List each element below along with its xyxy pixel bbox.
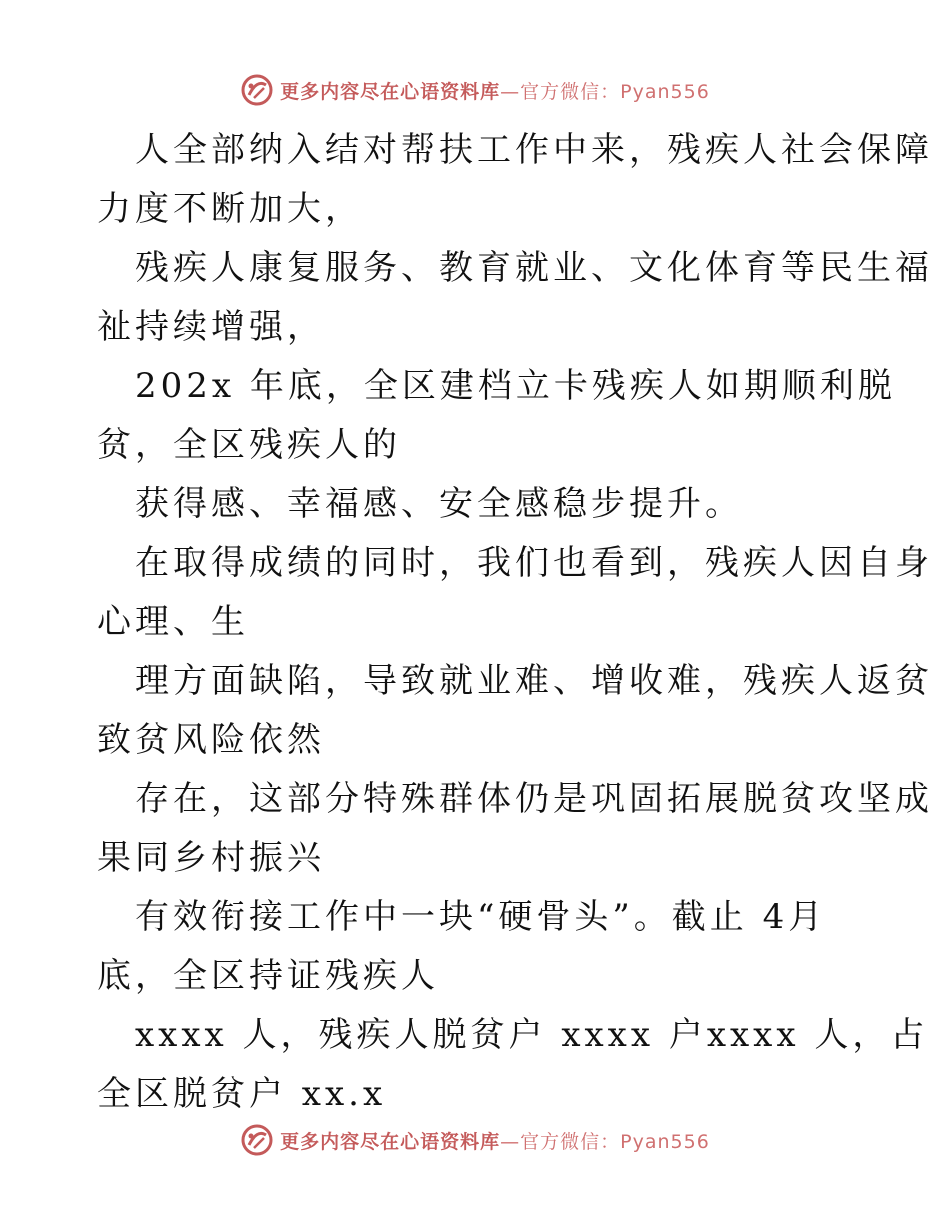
paragraph-line: 在取得成绩的同时，我们也看到，残疾人因自身 (135, 543, 933, 583)
watermark-brand: 更多内容尽在心语资料库 (280, 80, 501, 103)
watermark-logo-icon (240, 73, 274, 107)
paragraph-line: 理方面缺陷，导致就业难、增收难，残疾人返贫 (135, 661, 933, 701)
document-body (97, 121, 933, 1124)
paragraph-line: 获得感、幸福感、安全感稳步提升。 (135, 484, 743, 524)
paragraph-line: 致贫风险依然 (97, 720, 325, 760)
footer-watermark (0, 1120, 950, 1160)
paragraph-line: 残疾人康复服务、教育就业、文化体育等民生福 (135, 248, 933, 288)
paragraph-line: 存在，这部分特殊群体仍是巩固拓展脱贫攻坚成 (135, 779, 933, 819)
paragraph-line: 力度不断加大， (97, 189, 363, 229)
paragraph-line: 202x 年底，全区建档立卡残疾人如期顺利脱 (135, 366, 896, 406)
paragraph-line: 有效衔接工作中一块“硬骨头”。截止 4月 (135, 897, 827, 937)
watermark-contact: —官方微信：Pyan556 (500, 1130, 710, 1153)
header-watermark (0, 70, 950, 110)
paragraph-line: 心理、生 (97, 602, 249, 642)
paragraph-line: xxxx 人，残疾人脱贫户 xxxx 户xxxx 人，占 (135, 1015, 929, 1055)
paragraph-line: 底，全区持证残疾人 (97, 956, 439, 996)
paragraph-line: 贫，全区残疾人的 (97, 425, 401, 465)
watermark-contact: —官方微信：Pyan556 (500, 80, 710, 103)
watermark-logo-icon (240, 1123, 274, 1157)
paragraph-line: 人全部纳入结对帮扶工作中来，残疾人社会保障 (135, 130, 933, 170)
paragraph-line: 果同乡村振兴 (97, 838, 325, 878)
watermark-brand: 更多内容尽在心语资料库 (280, 1130, 501, 1153)
paragraph-line: 全区脱贫户 xx.x (97, 1074, 387, 1114)
paragraph-line: 祉持续增强， (97, 307, 325, 347)
